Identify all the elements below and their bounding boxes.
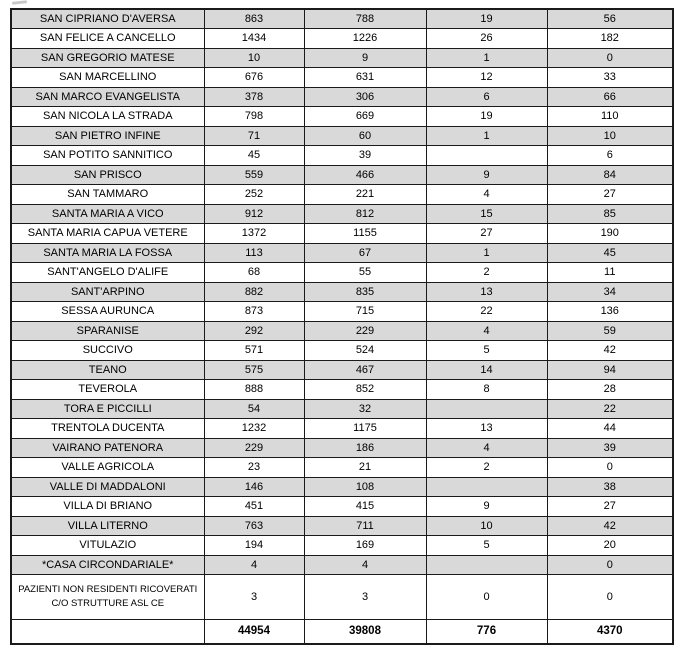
value-cell: 68 [204, 263, 304, 283]
table-row [11, 360, 673, 380]
table-row [11, 282, 673, 302]
municipality-name: TRENTOLA DUCENTA [11, 419, 204, 439]
value-cell: 55 [304, 263, 426, 283]
value-cell: 45 [204, 146, 304, 166]
value-cell: 44954 [204, 620, 304, 644]
municipality-name: SAN MARCELLINO [11, 68, 204, 88]
value-cell: 84 [547, 165, 673, 185]
value-cell: 5 [426, 536, 547, 556]
value-cell: 451 [204, 497, 304, 517]
table-row [11, 380, 673, 400]
value-cell: 186 [304, 438, 426, 458]
table-row [11, 477, 673, 497]
value-cell: 108 [304, 477, 426, 497]
value-cell: 631 [304, 68, 426, 88]
value-cell: 26 [426, 29, 547, 49]
value-cell: 27 [547, 497, 673, 517]
value-cell: 44 [547, 419, 673, 439]
value-cell: 1 [426, 48, 547, 68]
value-cell: 4 [426, 185, 547, 205]
scan-artifact [12, 0, 27, 5]
value-cell: 66 [547, 87, 673, 107]
municipality-name: VALLE AGRICOLA [11, 458, 204, 478]
value-cell: 229 [204, 438, 304, 458]
value-cell: 11 [547, 263, 673, 283]
table-row [11, 185, 673, 205]
municipality-name: SAN GREGORIO MATESE [11, 48, 204, 68]
value-cell: 6 [426, 87, 547, 107]
table-row [11, 516, 673, 536]
value-cell: 1175 [304, 419, 426, 439]
value-cell [426, 399, 547, 419]
value-cell: 9 [426, 165, 547, 185]
municipality-name: SAN PIETRO INFINE [11, 126, 204, 146]
value-cell: 23 [204, 458, 304, 478]
value-cell [426, 555, 547, 575]
value-cell: 15 [426, 204, 547, 224]
value-cell: 0 [547, 48, 673, 68]
value-cell: 9 [426, 497, 547, 517]
value-cell: 94 [547, 360, 673, 380]
totals-row [11, 620, 673, 644]
table-row [11, 87, 673, 107]
municipality-name: VAIRANO PATENORA [11, 438, 204, 458]
value-cell: 669 [304, 107, 426, 127]
value-cell: 10 [204, 48, 304, 68]
value-cell: 715 [304, 302, 426, 322]
value-cell: 467 [304, 360, 426, 380]
value-cell: 1434 [204, 29, 304, 49]
value-cell: 466 [304, 165, 426, 185]
table-row [11, 497, 673, 517]
municipality-name: SAN POTITO SANNITICO [11, 146, 204, 166]
value-cell: 19 [426, 107, 547, 127]
value-cell: 1226 [304, 29, 426, 49]
table-row [11, 536, 673, 556]
value-cell: 182 [547, 29, 673, 49]
value-cell: 113 [204, 243, 304, 263]
table-row [11, 302, 673, 322]
table-row [11, 48, 673, 68]
value-cell: 888 [204, 380, 304, 400]
value-cell: 169 [304, 536, 426, 556]
municipality-name: SANTA MARIA CAPUA VETERE [11, 224, 204, 244]
value-cell: 4 [304, 555, 426, 575]
value-cell: 0 [426, 575, 547, 620]
value-cell: 190 [547, 224, 673, 244]
municipality-name: SAN TAMMARO [11, 185, 204, 205]
value-cell: 559 [204, 165, 304, 185]
municipality-name: TORA E PICCILLI [11, 399, 204, 419]
table-row [11, 126, 673, 146]
table-row [11, 575, 673, 620]
value-cell: 812 [304, 204, 426, 224]
value-cell: 27 [547, 185, 673, 205]
value-cell: 56 [547, 9, 673, 29]
value-cell: 42 [547, 516, 673, 536]
value-cell: 32 [304, 399, 426, 419]
value-cell: 415 [304, 497, 426, 517]
value-cell: 4370 [547, 620, 673, 644]
municipality-name: SPARANISE [11, 321, 204, 341]
municipality-name: SAN MARCO EVANGELISTA [11, 87, 204, 107]
municipality-name: TEVEROLA [11, 380, 204, 400]
value-cell: 1 [426, 126, 547, 146]
table-row [11, 555, 673, 575]
value-cell: 20 [547, 536, 673, 556]
table-row [11, 263, 673, 283]
municipalities-table [10, 8, 674, 645]
municipality-name: VALLE DI MADDALONI [11, 477, 204, 497]
value-cell: 378 [204, 87, 304, 107]
value-cell: 798 [204, 107, 304, 127]
table-row [11, 68, 673, 88]
table-row [11, 321, 673, 341]
value-cell: 2 [426, 458, 547, 478]
value-cell: 110 [547, 107, 673, 127]
value-cell: 22 [547, 399, 673, 419]
table-row [11, 146, 673, 166]
table-row [11, 165, 673, 185]
table-row [11, 341, 673, 361]
value-cell: 1232 [204, 419, 304, 439]
value-cell: 306 [304, 87, 426, 107]
value-cell: 21 [304, 458, 426, 478]
value-cell: 4 [426, 321, 547, 341]
value-cell: 524 [304, 341, 426, 361]
municipality-name: SESSA AURUNCA [11, 302, 204, 322]
value-cell: 252 [204, 185, 304, 205]
table-row [11, 9, 673, 29]
value-cell: 676 [204, 68, 304, 88]
value-cell: 5 [426, 341, 547, 361]
value-cell: 22 [426, 302, 547, 322]
municipality-name: TEANO [11, 360, 204, 380]
value-cell: 10 [426, 516, 547, 536]
table-row [11, 458, 673, 478]
value-cell: 1372 [204, 224, 304, 244]
value-cell: 0 [547, 575, 673, 620]
value-cell: 3 [304, 575, 426, 620]
value-cell: 912 [204, 204, 304, 224]
municipality-name: SAN CIPRIANO D'AVERSA [11, 9, 204, 29]
value-cell: 39 [547, 438, 673, 458]
value-cell: 229 [304, 321, 426, 341]
value-cell: 39808 [304, 620, 426, 644]
municipality-name: SAN FELICE A CANCELLO [11, 29, 204, 49]
value-cell: 12 [426, 68, 547, 88]
table-row [11, 29, 673, 49]
value-cell: 763 [204, 516, 304, 536]
municipality-name: VILLA LITERNO [11, 516, 204, 536]
table-row [11, 224, 673, 244]
value-cell: 873 [204, 302, 304, 322]
table-row [11, 243, 673, 263]
value-cell: 85 [547, 204, 673, 224]
value-cell: 33 [547, 68, 673, 88]
value-cell: 38 [547, 477, 673, 497]
municipality-name [11, 620, 204, 644]
value-cell: 882 [204, 282, 304, 302]
value-cell: 14 [426, 360, 547, 380]
municipality-name: PAZIENTI NON RESIDENTI RICOVERATI C/O STRUTTURE ASL CE [11, 575, 204, 620]
value-cell [426, 146, 547, 166]
value-cell: 3 [204, 575, 304, 620]
municipality-name: SANT'ARPINO [11, 282, 204, 302]
value-cell: 571 [204, 341, 304, 361]
municipality-name: SANTA MARIA A VICO [11, 204, 204, 224]
value-cell: 10 [547, 126, 673, 146]
value-cell: 1155 [304, 224, 426, 244]
table-row [11, 438, 673, 458]
municipality-name: SANTA MARIA LA FOSSA [11, 243, 204, 263]
value-cell: 194 [204, 536, 304, 556]
value-cell: 27 [426, 224, 547, 244]
value-cell: 45 [547, 243, 673, 263]
value-cell: 59 [547, 321, 673, 341]
value-cell: 9 [304, 48, 426, 68]
value-cell: 8 [426, 380, 547, 400]
value-cell: 54 [204, 399, 304, 419]
value-cell: 835 [304, 282, 426, 302]
value-cell: 13 [426, 282, 547, 302]
table-body [11, 9, 673, 644]
value-cell: 0 [547, 555, 673, 575]
value-cell: 852 [304, 380, 426, 400]
value-cell: 28 [547, 380, 673, 400]
table-row [11, 204, 673, 224]
municipality-name: VITULAZIO [11, 536, 204, 556]
table-row [11, 419, 673, 439]
value-cell: 146 [204, 477, 304, 497]
value-cell: 19 [426, 9, 547, 29]
municipality-name: SAN PRISCO [11, 165, 204, 185]
value-cell: 4 [204, 555, 304, 575]
value-cell: 788 [304, 9, 426, 29]
municipality-name: SAN NICOLA LA STRADA [11, 107, 204, 127]
value-cell: 136 [547, 302, 673, 322]
value-cell: 42 [547, 341, 673, 361]
value-cell: 221 [304, 185, 426, 205]
value-cell: 863 [204, 9, 304, 29]
value-cell: 292 [204, 321, 304, 341]
value-cell [426, 477, 547, 497]
value-cell: 71 [204, 126, 304, 146]
value-cell: 776 [426, 620, 547, 644]
value-cell: 711 [304, 516, 426, 536]
value-cell: 1 [426, 243, 547, 263]
value-cell: 0 [547, 458, 673, 478]
municipality-name: *CASA CIRCONDARIALE* [11, 555, 204, 575]
table-row [11, 399, 673, 419]
table-row [11, 107, 673, 127]
value-cell: 2 [426, 263, 547, 283]
value-cell: 6 [547, 146, 673, 166]
value-cell: 13 [426, 419, 547, 439]
value-cell: 39 [304, 146, 426, 166]
value-cell: 34 [547, 282, 673, 302]
value-cell: 575 [204, 360, 304, 380]
value-cell: 67 [304, 243, 426, 263]
municipality-name: SANT'ANGELO D'ALIFE [11, 263, 204, 283]
municipality-name: VILLA DI BRIANO [11, 497, 204, 517]
value-cell: 4 [426, 438, 547, 458]
value-cell: 60 [304, 126, 426, 146]
municipality-name: SUCCIVO [11, 341, 204, 361]
